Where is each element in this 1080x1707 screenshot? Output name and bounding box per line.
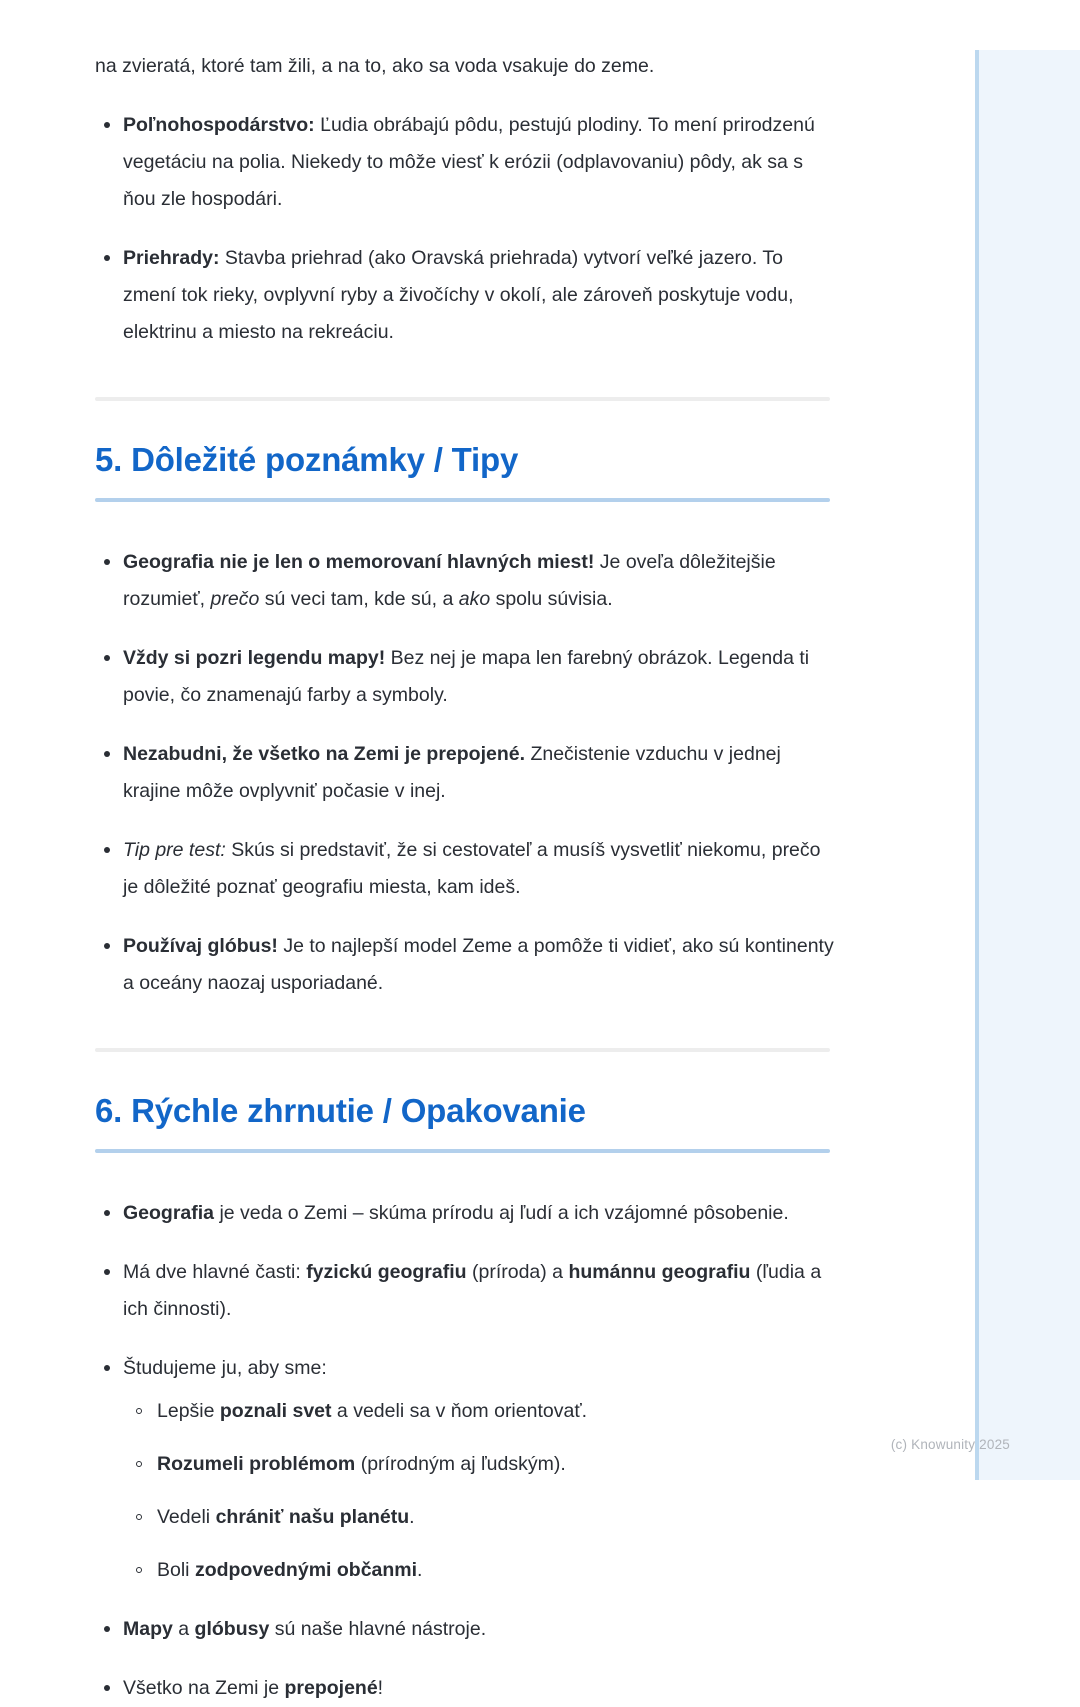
list-item-text: spolu súvisia. — [490, 588, 613, 610]
section6-sub-bullet-list — [123, 1393, 835, 1589]
list-item-bold-term: humánnu geografiu — [568, 1261, 751, 1283]
list-item-text: (ľudia a ich činnosti). — [123, 1261, 822, 1320]
spacer — [95, 401, 835, 439]
section5-bullet-list — [95, 544, 835, 1002]
list-item-text: sú naše hlavné nástroje. — [269, 1618, 487, 1640]
sub-list-item — [123, 1552, 835, 1589]
sub-list-item-text: a vedeli sa v ňom orientovať. — [331, 1400, 588, 1422]
list-item-bold-lead: Poľnohospodárstvo: — [123, 114, 315, 136]
list-item — [95, 736, 835, 810]
list-item-italic-term: prečo — [210, 588, 260, 610]
list-item — [95, 640, 835, 714]
list-item — [95, 1670, 835, 1707]
list-item-italic-term: ako — [458, 588, 491, 610]
list-item — [95, 928, 835, 1002]
list-item-bold-term: glóbusy — [194, 1618, 270, 1640]
list-item — [95, 1350, 835, 1589]
list-item-bold-term: Mapy — [123, 1618, 173, 1640]
list-item-bold-term: prepojené — [284, 1677, 378, 1699]
section-5-heading: 5. Dôležité poznámky / Tipy — [95, 441, 519, 478]
sub-list-item-text: . — [417, 1559, 423, 1581]
list-item-text: (príroda) a — [466, 1261, 569, 1283]
sub-list-item — [123, 1393, 835, 1430]
list-item-text: Skús si predstaviť, že si cestovateľ a musíš vysvetliť niekomu, prečo je dôležité poznať geografiu miesta, kam ideš. — [123, 839, 821, 898]
list-item-text: je veda o Zemi – skúma prírodu aj ľudí a ich vzájomné pôsobenie. — [214, 1202, 789, 1224]
list-item — [95, 544, 835, 618]
list-item-text: Ľudia obrábajú pôdu, pestujú plodiny. To mení prirodzenú vegetáciu na polia. Niekedy to môže viesť k erózii (odplavovaniu) pôdy, ak sa s ňou zle hospodári. — [123, 114, 815, 210]
sub-list-item-bold-term: poznali svet — [219, 1400, 332, 1422]
spacer — [95, 1153, 835, 1181]
sub-list-item-bold-term: Rozumeli problémom — [157, 1453, 356, 1475]
sub-list-item-text: Boli — [157, 1559, 195, 1581]
list-item-text: Bez nej je mapa len farebný obrázok. Legenda ti povie, čo znamenajú farby a symboly. — [123, 647, 810, 706]
list-item-bold-lead: Nezabudni, že všetko na Zemi je prepojené. — [123, 743, 526, 765]
sub-list-item-text: Vedeli — [157, 1506, 216, 1528]
list-item — [95, 240, 835, 351]
copyright-watermark: (c) Knowunity 2025 — [890, 1437, 1010, 1452]
list-item-text: Je oveľa dôležitejšie rozumieť, — [123, 551, 776, 610]
list-item-text: Je to najlepší model Zeme a pomôže ti vidieť, ako sú kontinenty a oceány naozaj usporiadané. — [123, 935, 834, 994]
spacer — [95, 1052, 835, 1090]
sub-list-item — [123, 1499, 835, 1536]
list-item-bold-lead: Priehrady: — [123, 247, 220, 269]
list-item — [95, 107, 835, 218]
right-edge-accent-band — [975, 50, 1080, 1480]
list-item-text: Znečistenie vzduchu v jednej krajine môže ovplyvniť počasie v inej. — [123, 743, 781, 802]
list-item-text: ! — [377, 1677, 384, 1699]
section-6-heading: 6. Rýchle zhrnutie / Opakovanie — [95, 1092, 586, 1129]
list-item-text: a — [172, 1618, 195, 1640]
sub-list-item-text: Lepšie — [157, 1400, 220, 1422]
list-item — [95, 1195, 835, 1232]
list-item-bold-lead: Používaj glóbus! — [123, 935, 278, 957]
list-item-text: sú veci tam, kde sú, a — [259, 588, 459, 610]
sub-list-item-bold-term: zodpovednými občanmi — [194, 1559, 418, 1581]
sub-list-item-text: (prírodným aj ľudským). — [355, 1453, 566, 1475]
list-item — [95, 832, 835, 906]
list-item-text: Študujeme ju, aby sme: — [123, 1357, 327, 1379]
continued-paragraph: na zvieratá, ktoré tam žili, a na to, ako sa voda vsakuje do zeme. — [95, 55, 655, 77]
list-item — [95, 1611, 835, 1648]
list-item-italic-lead: Tip pre test: — [123, 839, 226, 861]
list-item-bold-lead: Geografia nie je len o memorovaní hlavných miest! — [123, 551, 595, 573]
list-item-bold-lead: Vždy si pozri legendu mapy! — [123, 647, 386, 669]
section4-bullet-list — [95, 107, 835, 351]
list-item-text: Má dve hlavné časti: — [123, 1261, 307, 1283]
sub-list-item-text: . — [409, 1506, 415, 1528]
list-item-text: Všetko na Zemi je — [123, 1677, 285, 1699]
list-item — [95, 1254, 835, 1328]
list-item-text: Stavba priehrad (ako Oravská priehrada) vytvorí veľké jazero. To zmení tok rieky, ovplyvní ryby a živočíchy v okolí, ale zároveň poskytuje vodu, elektrinu a miesto na rekreáciu. — [123, 247, 794, 343]
spacer — [95, 502, 835, 530]
sub-list-item-bold-term: chrániť našu planétu — [215, 1506, 410, 1528]
spacer — [95, 351, 835, 397]
spacer — [95, 1002, 835, 1048]
list-item-bold-term: fyzickú geografiu — [306, 1261, 467, 1283]
list-item-bold-lead: Geografia — [123, 1202, 215, 1224]
